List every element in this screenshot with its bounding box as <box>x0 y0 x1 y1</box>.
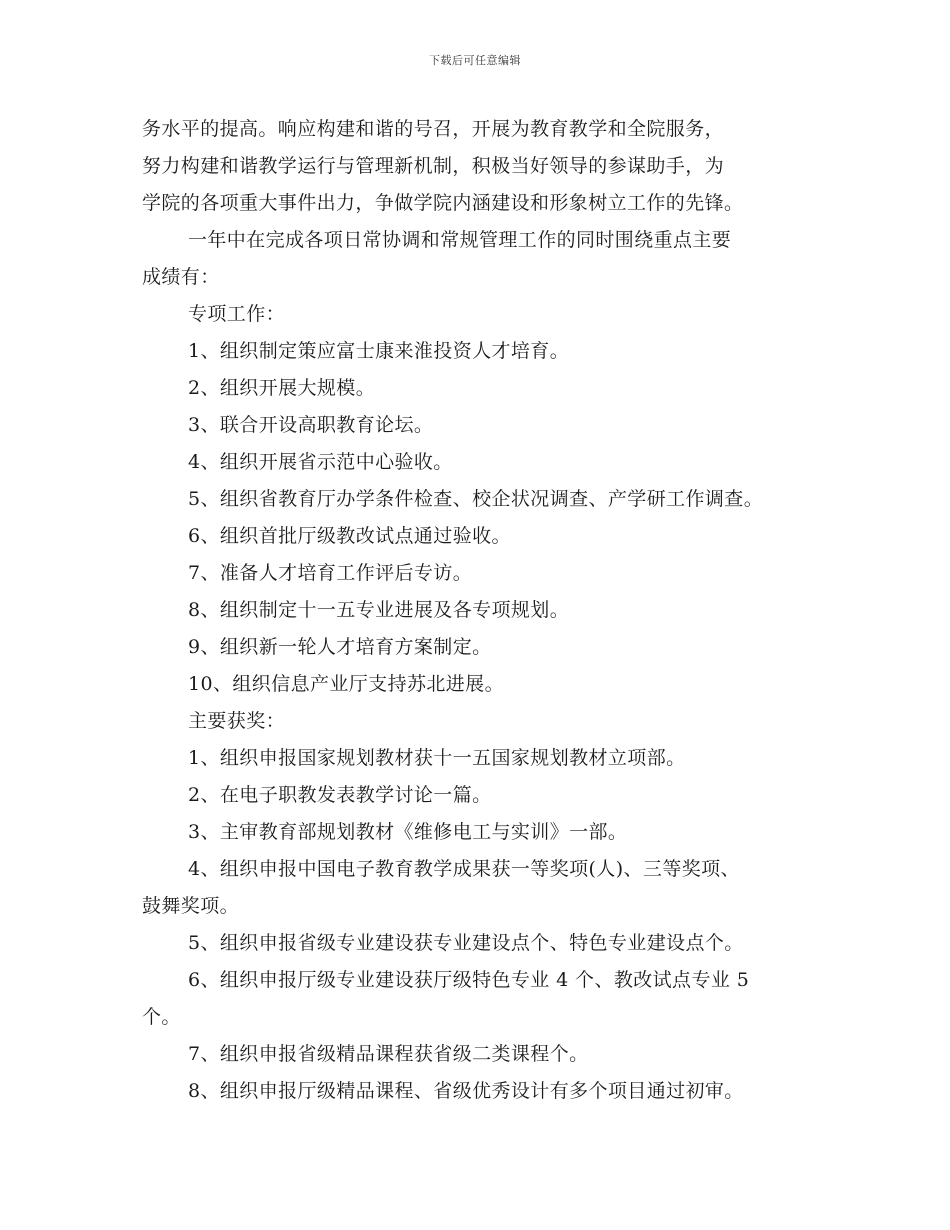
list-item: 10、组织信息产业厅支持苏北进展。 <box>188 673 504 695</box>
list-item: 4、组织开展省示范中心验收。 <box>188 451 453 473</box>
section-heading: 主要获奖： <box>188 710 286 732</box>
list-item: 1、组织制定策应富士康来淮投资人才培育。 <box>188 340 570 362</box>
list-item: 3、主审教育部规划教材《维修电工与实训》一部。 <box>188 821 628 843</box>
list-item: 9、组织新一轮人才培育方案制定。 <box>188 636 492 658</box>
list-item: 7、准备人才培育工作评后专访。 <box>188 562 473 584</box>
text-line: 务水平的提高。响应构建和谐的号召，开展为教育教学和全院服务， <box>142 118 725 140</box>
list-item: 8、组织制定十一五专业进展及各专项规划。 <box>188 599 570 621</box>
text-line: 努力构建和谐教学运行与管理新机制，积极当好领导的参谋助手，为 <box>142 155 725 177</box>
list-item: 2、组织开展大规模。 <box>188 377 376 399</box>
list-item: 3、联合开设高职教育论坛。 <box>188 414 434 436</box>
list-item: 7、组织申报省级精品课程获省级二类课程个。 <box>188 1043 589 1065</box>
list-item: 4、组织申报中国电子教育教学成果获一等奖项(人)、三等奖项、 <box>188 858 740 880</box>
list-item: 5、组织省教育厅办学条件检查、校企状况调查、产学研工作调查。 <box>188 488 764 510</box>
list-item: 1、组织申报国家规划教材获十一五国家规划教材立项部。 <box>188 747 686 769</box>
document-body <box>142 111 842 1110</box>
text-line: 一年中在完成各项日常协调和常规管理工作的同时围绕重点主要 <box>188 229 732 251</box>
list-item: 2、在电子职教发表教学讨论一篇。 <box>188 784 492 806</box>
page-header: 下载后可任意编辑 <box>429 54 521 67</box>
list-item: 8、组织申报厅级精品课程、省级优秀设计有多个项目通过初审。 <box>188 1080 744 1102</box>
section-heading: 专项工作： <box>188 303 286 325</box>
list-item: 6、组织申报厅级专业建设获厅级特色专业 4 个、教改试点专业 5 <box>188 969 750 991</box>
list-item: 6、组织首批厅级教改试点通过验收。 <box>188 525 511 547</box>
text-line: 个。 <box>142 1006 181 1028</box>
text-line: 学院的各项重大事件出力，争做学院内涵建设和形象树立工作的先锋。 <box>142 192 744 214</box>
text-line: 成绩有： <box>142 266 220 288</box>
text-line: 鼓舞奖项。 <box>142 895 240 917</box>
list-item: 5、组织申报省级专业建设获专业建设点个、特色专业建设点个。 <box>188 932 744 954</box>
